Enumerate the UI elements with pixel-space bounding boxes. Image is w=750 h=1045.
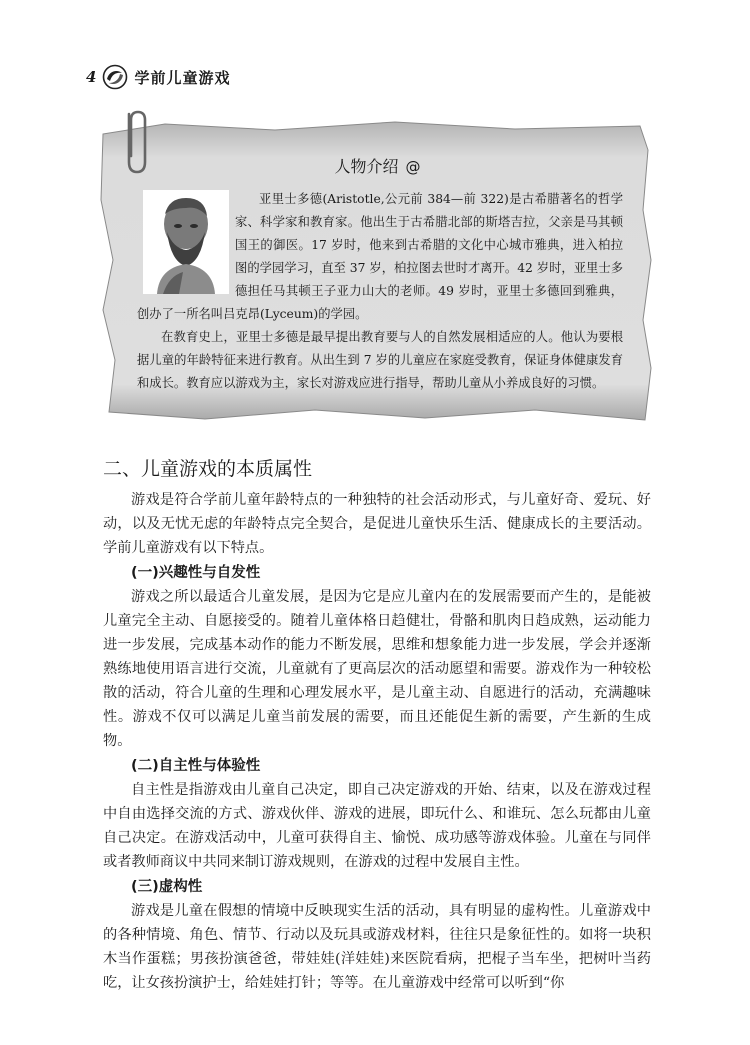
subsection-heading: (三)虚构性 bbox=[131, 879, 203, 895]
running-title: 学前儿童游戏 bbox=[134, 68, 231, 87]
subsection-paragraph: 游戏是儿童在假想的情境中反映现实生活的活动，具有明显的虚构性。儿童游戏中的各种情境、角色、情节、行动以及玩具或游戏材料，往往只是象征性的。如将一块积木当作蛋糕；男孩扮演爸爸，带娃娃(洋娃娃)来医院看病，把棍子当车坐，把树叶当药吃，让女孩扮演护士，给娃娃打针；等等。在儿童游戏中经常可以听到“你 bbox=[103, 903, 651, 991]
publisher-swirl-logo-icon bbox=[102, 64, 128, 90]
profile-paragraph: 亚里士多德(Aristotle,公元前 384—前 322)是古希腊著名的哲学家、科学家和教育家。他出生于古希腊北部的斯塔吉拉，父亲是马其顿国王的御医。17 岁时，他来到古希腊的文化中心城市雅典，进入柏拉图的学园学习，直至 37 岁，柏拉图去世时才离开。42 岁时，亚里士多德担任马其顿王子亚力山大的老师。49 岁时，亚里士多德回到雅典，创办了一所名叫吕克昂(Lyceum)的学园。 bbox=[137, 192, 623, 321]
subsection-heading: (一)兴趣性与自发性 bbox=[131, 565, 261, 581]
profile-text bbox=[137, 188, 623, 395]
body-text bbox=[103, 488, 651, 995]
profile-box bbox=[95, 120, 660, 430]
section-heading: 二、儿童游戏的本质属性 bbox=[103, 458, 313, 480]
magnifier-q-icon: @ bbox=[405, 158, 421, 176]
profile-title: 人物介绍 @ bbox=[334, 157, 421, 176]
page-header bbox=[86, 62, 230, 92]
subsection-heading: (二)自主性与体验性 bbox=[131, 758, 261, 774]
subsection-paragraph: 自主性是指游戏由儿童自己决定，即自己决定游戏的开始、结束，以及在游戏过程中自由选择交流的方式、游戏伙伴、游戏的进展，即玩什么、和谁玩、怎么玩都由儿童自己决定。在游戏活动中，儿童可获得自主、愉悦、成功感等游戏体验。儿童在与同伴或者教师商议中共同来制订游戏规则，在游戏的过程中发展自主性。 bbox=[103, 782, 651, 870]
profile-paragraph: 在教育史上，亚里士多德是最早提出教育要与人的自然发展相适应的人。他认为要根据儿童的年龄特征来进行教育。从出生到 7 岁的儿童应在家庭受教育，保证身体健康发育和成长。教育应以游戏为主，家长对游戏应进行指导，帮助儿童从小养成良好的习惯。 bbox=[137, 330, 623, 390]
intro-paragraph: 游戏是符合学前儿童年龄特点的一种独特的社会活动形式，与儿童好奇、爱玩、好动，以及无忧无虑的年龄特点完全契合，是促进儿童快乐生活、健康成长的主要活动。学前儿童游戏有以下特点。 bbox=[103, 492, 651, 556]
subsection-paragraph: 游戏之所以最适合儿童发展，是因为它是应儿童内在的发展需要而产生的，是能被儿童完全主动、自愿接受的。随着儿童体格日趋健壮，骨骼和肌肉日趋成熟，运动能力进一步发展，完成基本动作的能力不断发展，思维和想象能力进一步发展，学会并逐渐熟练地使用语言进行交流，儿童就有了更高层次的活动愿望和需要。游戏作为一种较松散的活动，符合儿童的生理和心理发展水平，是儿童主动、自愿进行的活动，充满趣味性。游戏不仅可以满足儿童当前发展的需要，而且还能促生新的需要，产生新的生成物。 bbox=[103, 589, 651, 749]
page-number: 4 bbox=[86, 68, 97, 86]
